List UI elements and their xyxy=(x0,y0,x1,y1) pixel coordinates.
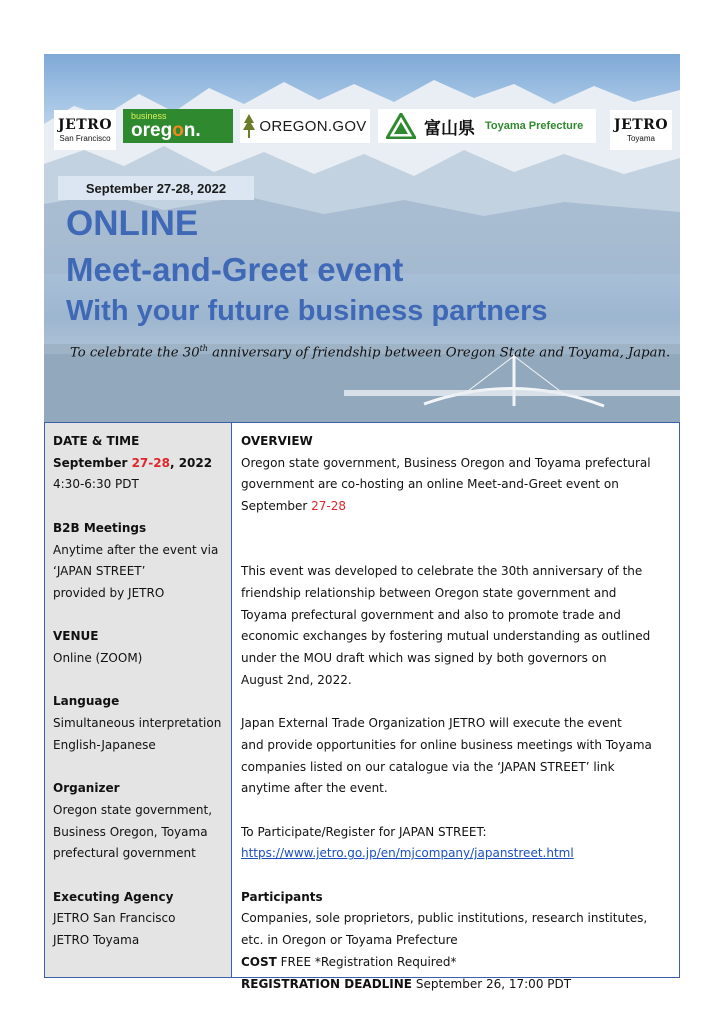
register-label: To Participate/Register for JAPAN STREET: xyxy=(241,824,487,839)
overview-date-month: September xyxy=(241,499,312,514)
purpose-line: This event was developed to celebrate the 30th anniversary of the xyxy=(241,564,643,579)
business-oregon-logo xyxy=(123,109,233,143)
headline-business-partners: With your future business partners xyxy=(66,295,548,327)
overview-line: Oregon state government, Business Oregon and Toyama prefectural xyxy=(241,455,651,470)
overview-date-start: 27 xyxy=(311,499,327,514)
participants-line: etc. in Oregon or Toyama Prefecture xyxy=(241,933,458,948)
date-day-start: 27 xyxy=(131,455,149,470)
purpose-line: August 2nd, 2022. xyxy=(241,672,352,687)
deadline-value: September 26, 17:00 PDT xyxy=(412,976,572,991)
jetro-sf-subtitle: San Francisco xyxy=(59,134,111,143)
b2b-line: provided by JETRO xyxy=(53,585,165,600)
jetro-sf-wordmark: JETRO xyxy=(57,117,113,133)
tagline-ordinal: th xyxy=(199,344,208,353)
language-line: English-Japanese xyxy=(53,737,156,752)
hero-banner xyxy=(44,54,680,422)
time-value: 4:30-6:30 PDT xyxy=(53,477,139,492)
wordmark-part-1: oreg xyxy=(131,119,173,141)
oregon-gov-wordmark: OREGON.GOV xyxy=(259,117,367,135)
cost-value: FREE *Registration Required* xyxy=(276,954,457,969)
date-value xyxy=(53,453,231,475)
organizer-line: Oregon state government, xyxy=(53,802,213,817)
toyama-emblem-icon xyxy=(386,113,416,139)
jetro-line: and provide opportunities for online business meetings with Toyama xyxy=(241,737,652,752)
purpose-line: economic exchanges by fostering mutual understanding as outlined xyxy=(241,629,651,644)
language-line: Simultaneous interpretation xyxy=(53,716,222,731)
japan-street-link[interactable]: https://www.jetro.go.jp/en/mjcompany/japanstreet.html xyxy=(241,846,574,861)
headline-online: ONLINE xyxy=(66,204,199,243)
purpose-line: friendship relationship between Oregon state government and xyxy=(241,585,617,600)
toyama-kanji-name: 富山県 xyxy=(424,118,475,139)
participants-heading: Participants xyxy=(241,889,323,904)
tree-icon xyxy=(243,114,255,138)
jetro-line: Japan External Trade Organization JETRO will execute the event xyxy=(241,716,622,731)
business-oregon-small-text: business xyxy=(131,110,167,121)
wordmark-accent: o xyxy=(172,119,184,141)
overview-date-dash: - xyxy=(326,499,331,514)
participants-line: Companies, sole proprietors, public institutions, research institutes, xyxy=(241,911,648,926)
jetro-line: companies listed on our catalogue via the ‘JAPAN STREET’ link xyxy=(241,759,615,774)
organizer-heading: Organizer xyxy=(53,781,120,796)
cost-line xyxy=(241,952,677,974)
date-month: September xyxy=(53,455,132,470)
event-details-box xyxy=(44,422,680,991)
wordmark-part-2: n. xyxy=(183,119,201,141)
b2b-heading: B2B Meetings xyxy=(53,520,147,535)
organizer-line: Business Oregon, Toyama xyxy=(53,824,208,839)
deadline-line xyxy=(241,974,677,996)
purpose-line: under the MOU draft which was signed by both governors on xyxy=(241,651,607,665)
event-summary-sidebar xyxy=(45,423,232,977)
tagline-start: To celebrate the 30 xyxy=(70,345,200,361)
executing-agency-line: JETRO Toyama xyxy=(53,933,140,948)
headline-meet-and-greet: Meet-and-Greet event xyxy=(66,251,404,288)
overview-line xyxy=(241,496,677,518)
date-year: , 2022 xyxy=(169,455,213,470)
organizer-line: prefectural government xyxy=(53,846,196,861)
event-overview xyxy=(241,423,677,995)
jetro-line: anytime after the event. xyxy=(241,781,388,796)
b2b-line: Anytime after the event via xyxy=(53,542,219,557)
overview-heading: OVERVIEW xyxy=(241,434,313,448)
executing-agency-line: JETRO San Francisco xyxy=(53,911,176,926)
toyama-prefecture-logo xyxy=(378,109,596,143)
tagline-end: anniversary of friendship between Oregon State and Toyama, Japan. xyxy=(207,345,671,361)
venue-heading: VENUE xyxy=(53,629,99,644)
venue-value: Online (ZOOM) xyxy=(53,651,143,665)
toyama-english-name: Toyama Prefecture xyxy=(485,120,584,132)
date-time-heading: DATE & TIME xyxy=(53,434,140,448)
deadline-label: REGISTRATION DEADLINE xyxy=(241,976,413,991)
jetro-toyama-logo xyxy=(610,110,672,150)
oregon-gov-logo xyxy=(240,109,370,143)
jetro-toyama-subtitle: Toyama xyxy=(626,134,655,143)
overview-line: government are co-hosting an online Meet-and-Greet event on xyxy=(241,477,619,492)
purpose-line: Toyama prefectural government and also to promote trade and xyxy=(241,607,621,622)
b2b-line: ‘JAPAN STREET’ xyxy=(53,564,146,579)
date-dash: - xyxy=(148,455,154,470)
jetro-toyama-wordmark: JETRO xyxy=(613,117,669,133)
overview-date-end: 28 xyxy=(330,499,347,514)
event-date-ribbon: September 27-28, 2022 xyxy=(58,176,254,200)
language-heading: Language xyxy=(53,694,120,709)
cost-label: COST xyxy=(241,954,277,969)
anniversary-tagline xyxy=(70,344,670,360)
date-day-end: 28 xyxy=(153,455,170,470)
jetro-san-francisco-logo xyxy=(54,110,116,150)
executing-agency-heading: Executing Agency xyxy=(53,889,174,904)
business-oregon-wordmark xyxy=(131,121,201,141)
